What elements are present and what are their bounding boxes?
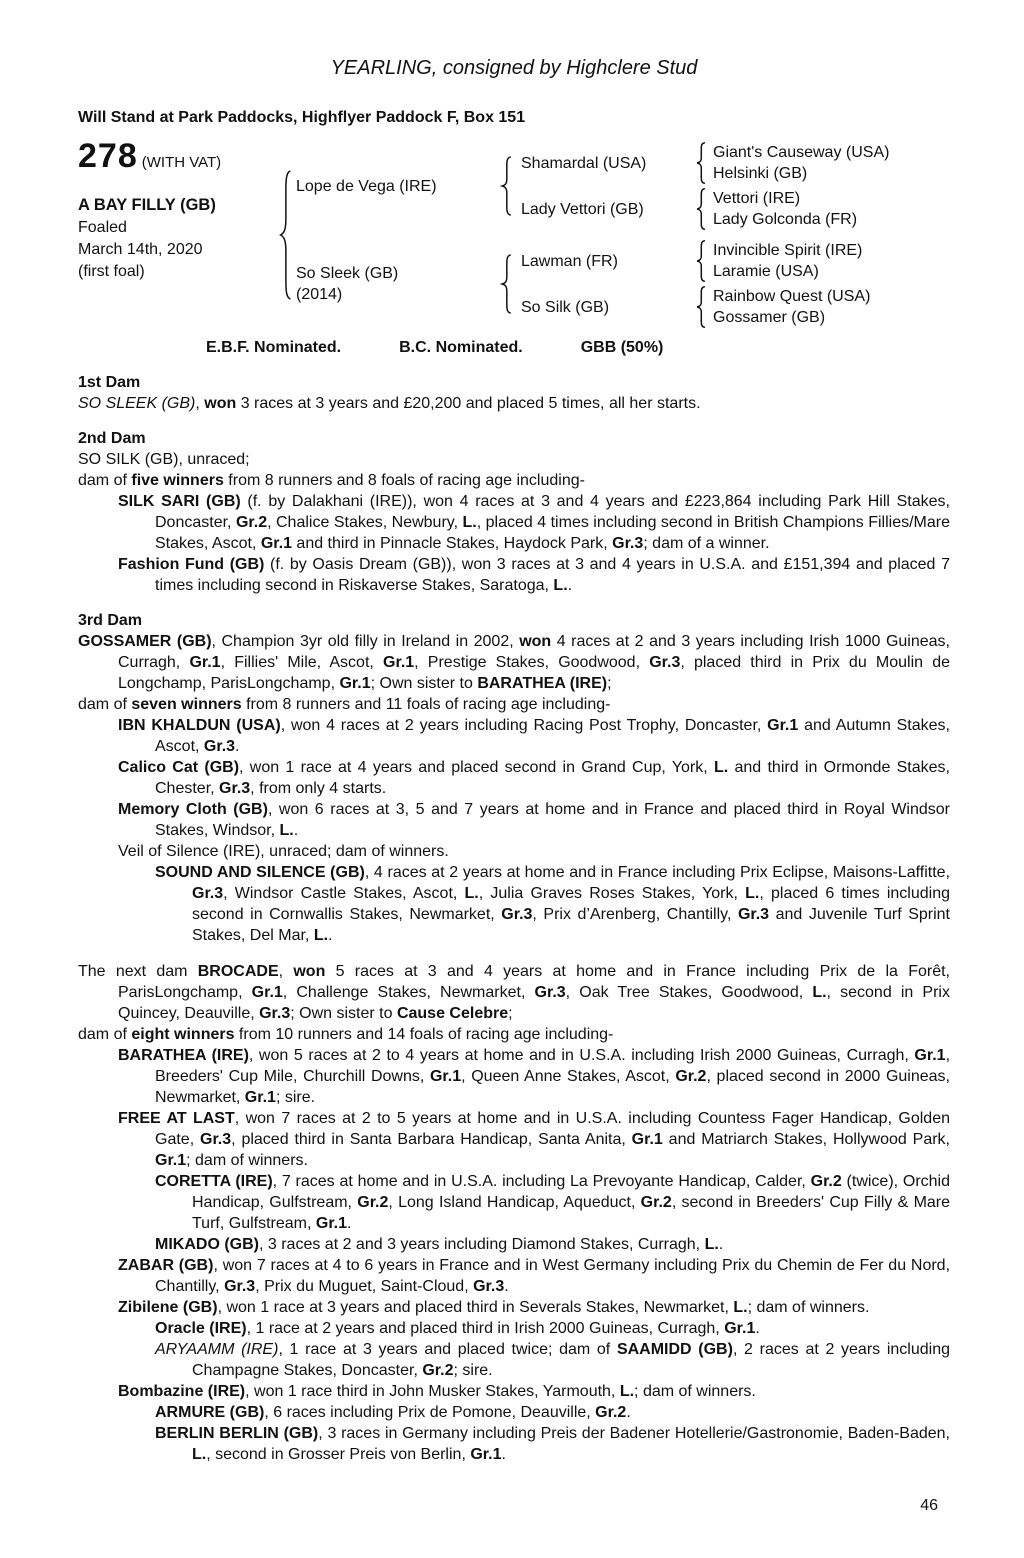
- sire-sire-branch: [521, 142, 950, 184]
- brace-icon: [695, 188, 707, 230]
- dam-dam-dam-name: Gossamer (GB): [713, 309, 826, 326]
- catalog-paragraph: SOUND AND SILENCE (GB), 4 races at 2 years at home and in France including Prix Eclipse, Maisons-Laffitte, Gr.3, Windsor Castle Stakes, Ascot, L., Julia Graves Roses Stakes, York, L., placed 6 times including second in Cornwallis Stakes, Newmarket, Gr.3, Prix d’Arenberg, Chantilly, Gr.3 and Juvenile Turf Sprint Stakes, Del Mar, L..: [155, 864, 951, 944]
- sire-dam-dam-name: Lady Golconda (FR): [713, 211, 858, 228]
- sire-dam-branch: [521, 188, 950, 230]
- lot-info: [78, 137, 278, 328]
- horse-name: A BAY FILLY (GB): [78, 196, 216, 214]
- dam-sections: [78, 372, 950, 1465]
- catalog-paragraph: ARYAAMM (IRE), 1 race at 3 years and placed twice; dam of SAAMIDD (GB), 2 races at 2 years including Champagne Stakes, Doncaster, Gr.2; sire.: [155, 1341, 950, 1379]
- catalog-paragraph: dam of seven winners from 8 runners and 11 foals of racing age including-: [78, 696, 611, 713]
- foaled-date: March 14th, 2020: [78, 241, 203, 258]
- catalog-paragraph: Memory Cloth (GB), won 6 races at 3, 5 and 7 years at home and in France and placed third in Royal Windsor Stakes, Windsor, L..: [118, 801, 950, 839]
- brace-icon: [695, 286, 707, 328]
- sire-dam-sire-name: Vettori (IRE): [713, 190, 801, 207]
- dam-dam-sire-name: Rainbow Quest (USA): [713, 288, 871, 305]
- stand-location-line: Will Stand at Park Paddocks, Highflyer Paddock F, Box 151: [78, 109, 526, 126]
- brace-icon: [278, 169, 293, 301]
- sire-sire-sire-name: Giant's Causeway (USA): [713, 144, 890, 161]
- gbb-note: GBB (50%): [580, 339, 664, 356]
- catalog-paragraph: dam of eight winners from 10 runners and 14 foals of racing age including-: [78, 1026, 614, 1043]
- catalog-paragraph: dam of five winners from 8 runners and 8 foals of racing age including-: [78, 472, 585, 489]
- catalog-paragraph: GOSSAMER (GB), Champion 3yr old filly in Ireland in 2002, won 4 races at 2 and 3 years including Irish 1000 Guineas, Curragh, Gr.1, Fillies' Mile, Ascot, Gr.1, Prestige Stakes, Goodwood, Gr.3, placed third in Prix du Moulin de Longchamp, ParisLongchamp, Gr.1; Own sister to BARATHEA (IRE);: [78, 633, 951, 692]
- dam-dam-branch: [521, 286, 950, 328]
- catalog-paragraph: BERLIN BERLIN (GB), 3 races in Germany including Preis der Badener Hotellerie/Gastronomie, Baden-Baden, L., second in Grosser Preis von Berlin, Gr.1.: [155, 1425, 950, 1463]
- sire-dam-name: Lady Vettori (GB): [521, 200, 644, 218]
- catalog-paragraph: Fashion Fund (GB) (f. by Oasis Dream (GB)), won 3 races at 3 and 4 years in U.S.A. and £151,394 and placed 7 times including second in Riskaverse Stakes, Saratoga, L..: [118, 556, 950, 594]
- sire-grandparents: [521, 142, 950, 230]
- page-number: 46: [920, 1497, 938, 1514]
- sire-sire-dam-name: Helsinki (GB): [713, 165, 808, 182]
- dam-heading: 3rd Dam: [78, 612, 143, 629]
- catalog-paragraph: ARMURE (GB), 6 races including Prix de Pomone, Deauville, Gr.2.: [155, 1404, 631, 1421]
- dam-grandparents: [521, 240, 950, 328]
- catalog-paragraph: Veil of Silence (IRE), unraced; dam of winners.: [118, 843, 449, 860]
- dam-branch: [296, 240, 950, 328]
- catalog-paragraph: SO SILK (GB), unraced;: [78, 451, 250, 468]
- catalog-paragraph: SILK SARI (GB) (f. by Dalakhani (IRE)), won 4 races at 3 and 4 years and £223,864 including Park Hill Stakes, Doncaster, Gr.2, Chalice Stakes, Newbury, L., placed 4 times including second in British Champions Fillies/Mare Stakes, Ascot, Gr.1 and third in Pinnacle Stakes, Haydock Park, Gr.3; dam of a winner.: [118, 493, 950, 552]
- brace-icon: [500, 254, 513, 314]
- dam-heading: 2nd Dam: [78, 430, 146, 447]
- catalog-paragraph: The next dam BROCADE, won 5 races at 3 and 4 years at home and in France including Prix de la Forêt, ParisLongchamp, Gr.1, Challenge Stakes, Newmarket, Gr.3, Oak Tree Stakes, Goodwood, L., second in Prix Quincey, Deauville, Gr.3; Own sister to Cause Celebre;: [78, 963, 950, 1022]
- brace-icon: [500, 156, 513, 216]
- dam-sire-name: Lawman (FR): [521, 252, 618, 270]
- dam-sire-sire-name: Invincible Spirit (IRE): [713, 242, 863, 259]
- nominations-line: [78, 337, 950, 358]
- foaled-label: Foaled: [78, 219, 127, 236]
- catalog-paragraph: IBN KHALDUN (USA), won 4 races at 2 years including Racing Post Trophy, Doncaster, Gr.1 and Autumn Stakes, Ascot, Gr.3.: [118, 717, 950, 755]
- pedigree-table: [78, 137, 950, 328]
- lot-line: [78, 137, 278, 175]
- foal-note: (first foal): [78, 263, 145, 280]
- pedigree-tree: [296, 142, 950, 328]
- dam-dam-name: So Silk (GB): [521, 298, 610, 316]
- catalog-paragraph: Zibilene (GB), won 1 race at 3 years and placed third in Severals Stakes, Newmarket, L.; dam of winners.: [118, 1299, 870, 1316]
- dam-name-block: [296, 263, 500, 305]
- catalog-paragraph: SO SLEEK (GB), won 3 races at 3 years and £20,200 and placed 5 times, all her starts.: [78, 395, 701, 412]
- dam-name: So Sleek (GB): [296, 265, 399, 282]
- sire-branch: [296, 142, 950, 230]
- brace-icon: [695, 142, 707, 184]
- lot-number: 278: [78, 137, 138, 175]
- lot-vat-note: (WITH VAT): [141, 154, 222, 171]
- catalog-paragraph: Oracle (IRE), 1 race at 2 years and placed third in Irish 2000 Guineas, Curragh, Gr.1.: [155, 1320, 760, 1337]
- bc-nominated: B.C. Nominated.: [399, 339, 523, 356]
- catalog-paragraph: CORETTA (IRE), 7 races at home and in U.S.A. including La Prevoyante Handicap, Calder, Gr.2 (twice), Orchid Handicap, Gulfstream, Gr.2, Long Island Handicap, Aqueduct, Gr.2, second in Breeders' Cup Filly & Mare Turf, Gulfstream, Gr.1.: [155, 1173, 951, 1232]
- parents-brace-column: [278, 142, 296, 328]
- catalog-paragraph: Calico Cat (GB), won 1 race at 4 years and placed second in Grand Cup, York, L. and third in Ormonde Stakes, Chester, Gr.3, from only 4 starts.: [118, 759, 950, 797]
- brace-icon: [695, 240, 707, 282]
- catalog-paragraph: Bombazine (IRE), won 1 race third in John Musker Stakes, Yarmouth, L.; dam of winners.: [118, 1383, 756, 1400]
- ebf-nominated: E.B.F. Nominated.: [206, 339, 342, 356]
- dam-sire-dam-name: Laramie (USA): [713, 263, 819, 280]
- catalog-paragraph: BARATHEA (IRE), won 5 races at 2 to 4 years at home and in U.S.A. including Irish 2000 Guineas, Curragh, Gr.1, Breeders' Cup Mile, Churchill Downs, Gr.1, Queen Anne Stakes, Ascot, Gr.2, placed second in 2000 Guineas, Newmarket, Gr.1; sire.: [118, 1047, 951, 1106]
- sire-name: Lope de Vega (IRE): [296, 177, 437, 195]
- dam-heading: 1st Dam: [78, 374, 141, 391]
- catalog-paragraph: ZABAR (GB), won 7 races at 4 to 6 years in France and in West Germany including Prix du Chemin de Fer du Nord, Chantilly, Gr.3, Prix du Muguet, Saint-Cloud, Gr.3.: [118, 1257, 951, 1295]
- dam-sire-branch: [521, 240, 950, 282]
- page-title: YEARLING, consigned by Highclere Stud: [330, 57, 698, 79]
- catalog-paragraph: MIKADO (GB), 3 races at 2 and 3 years including Diamond Stakes, Curragh, L..: [155, 1236, 724, 1253]
- sire-sire-name: Shamardal (USA): [521, 154, 647, 172]
- section-gap: [78, 946, 950, 961]
- dam-year: (2014): [296, 286, 343, 303]
- catalog-paragraph: FREE AT LAST, won 7 races at 2 to 5 years at home and in U.S.A. including Countess Fager Handicap, Golden Gate, Gr.3, placed third in Santa Barbara Handicap, Santa Anita, Gr.1 and Matriarch Stakes, Hollywood Park, Gr.1; dam of winners.: [118, 1110, 950, 1169]
